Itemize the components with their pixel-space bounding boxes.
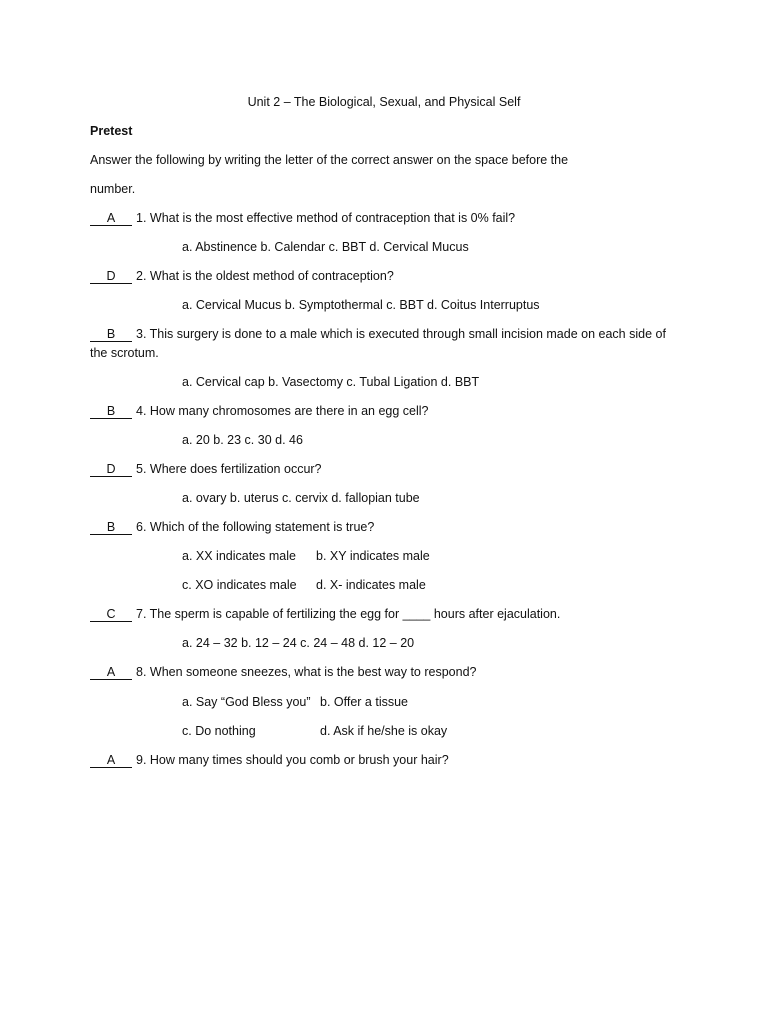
options-4: a. 20 b. 23 c. 30 d. 46 (182, 433, 303, 447)
question-text-4: 4. How many chromosomes are there in an egg cell? (136, 404, 429, 418)
question-text-7: 7. The sperm is capable of fertilizing the egg for ____ hours after ejaculation. (136, 607, 561, 621)
question-text-3: 3. This surgery is done to a male which is executed through small incision made on each side of (136, 327, 666, 341)
options-3: a. Cervical cap b. Vasectomy c. Tubal Ligation d. BBT (182, 375, 480, 389)
answer-blank-6[interactable]: B (90, 520, 132, 535)
options-2: a. Cervical Mucus b. Symptothermal c. BBT d. Coitus Interruptus (182, 298, 540, 312)
option-8b: b. Offer a tissue (320, 695, 409, 709)
question-text-5: 5. Where does fertilization occur? (136, 462, 322, 476)
question-8 (90, 664, 476, 680)
options-7: a. 24 – 32 b. 12 – 24 c. 24 – 48 d. 12 – 20 (182, 636, 415, 650)
options-5: a. ovary b. uterus c. cervix d. fallopian tube (182, 491, 420, 505)
option-6d: d. X- indicates male (316, 578, 426, 592)
question-5 (90, 461, 322, 477)
question-text-2: 2. What is the oldest method of contraception? (136, 269, 394, 283)
question-7 (90, 606, 560, 622)
question-6 (90, 519, 374, 535)
option-8c: c. Do nothing (182, 724, 256, 738)
answer-blank-8[interactable]: A (90, 665, 132, 680)
question-text-6: 6. Which of the following statement is true? (136, 520, 375, 534)
section-heading: Pretest (90, 124, 133, 138)
instructions-line-1: Answer the following by writing the letter of the correct answer on the space before the (90, 153, 569, 167)
question-1 (90, 210, 515, 226)
question-3-continued: the scrotum. (90, 346, 159, 360)
question-3 (90, 326, 666, 342)
option-6c: c. XO indicates male (182, 578, 297, 592)
question-text-9: 9. How many times should you comb or brush your hair? (136, 753, 449, 767)
answer-blank-5[interactable]: D (90, 462, 132, 477)
answer-blank-2[interactable]: D (90, 269, 132, 284)
option-8d: d. Ask if he/she is okay (320, 724, 448, 738)
option-6a: a. XX indicates male (182, 549, 296, 563)
instructions-line-2: number. (90, 182, 136, 196)
option-8a: a. Say “God Bless you” (182, 695, 311, 709)
option-6b: b. XY indicates male (316, 549, 430, 563)
answer-blank-9[interactable]: A (90, 753, 132, 768)
question-2 (90, 268, 394, 284)
answer-blank-4[interactable]: B (90, 404, 132, 419)
question-text-8: 8. When someone sneezes, what is the best way to respond? (136, 665, 477, 679)
options-1: a. Abstinence b. Calendar c. BBT d. Cervical Mucus (182, 240, 469, 254)
answer-blank-1[interactable]: A (90, 211, 132, 226)
question-9 (90, 752, 449, 768)
page-title: Unit 2 – The Biological, Sexual, and Physical Self (247, 95, 521, 109)
question-4 (90, 403, 429, 419)
answer-blank-7[interactable]: C (90, 607, 132, 622)
question-text-1: 1. What is the most effective method of contraception that is 0% fail? (136, 211, 516, 225)
answer-blank-3[interactable]: B (90, 327, 132, 342)
